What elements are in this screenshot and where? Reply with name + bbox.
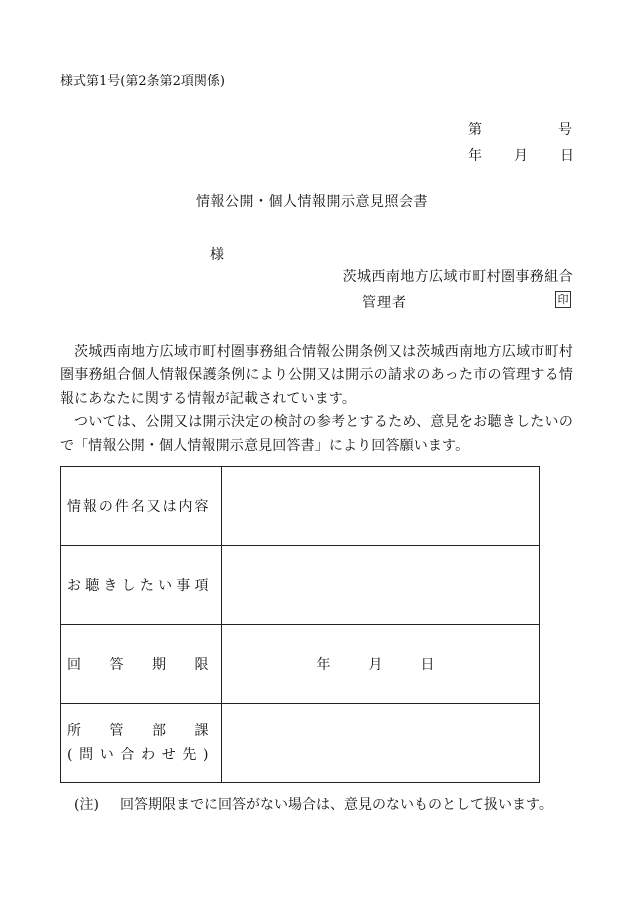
- row-label-subject: 情報の件名又は内容: [67, 499, 209, 515]
- deadline-date: [222, 654, 539, 674]
- body-paragraph-1: 茨城西南地方広域市町村圏事務組合情報公開条例又は茨城西南地方広域市町村圏事務組合個人情報保護条例により公開又は開示の請求のあった市の管理する情報にあなたに関する情報が記載されています。: [60, 344, 573, 407]
- table-row: [61, 704, 540, 783]
- date-day: 日: [560, 148, 574, 164]
- deadline-year: 年: [316, 657, 331, 673]
- table-label-cell: [61, 625, 222, 704]
- row-label-contact: (問い合わせ先): [67, 747, 209, 763]
- footnote-label: (注): [74, 797, 99, 813]
- table-row: [61, 467, 540, 546]
- table-value-cell: [222, 467, 540, 546]
- body-text: [60, 341, 573, 458]
- table-row: [61, 546, 540, 625]
- seal-mark: 印: [555, 291, 571, 308]
- footnote-text: 回答期限までに回答がない場合は、意見のないものとして扱います。: [120, 797, 553, 813]
- deadline-month: 月: [368, 657, 383, 673]
- table-label-cell: [61, 546, 222, 625]
- table-label-cell: [61, 704, 222, 783]
- number-suffix: 号: [558, 122, 572, 138]
- table-value-cell: [222, 704, 540, 783]
- row-label-deadline: 回答期限: [67, 657, 209, 673]
- deadline-day: 日: [420, 657, 435, 673]
- row-label-department: 所管部課: [67, 723, 209, 739]
- table-value-cell: [222, 546, 540, 625]
- date-month: 月: [514, 148, 528, 164]
- recipient-honorific: 様: [210, 247, 224, 263]
- opinion-table: [60, 466, 540, 783]
- row-label-inquiry: お聴きしたい事項: [67, 578, 209, 594]
- date-year: 年: [468, 148, 482, 164]
- table-row: [61, 625, 540, 704]
- sender-manager-label: 管理者: [362, 295, 407, 311]
- table-value-cell: [222, 625, 540, 704]
- number-prefix: 第: [468, 122, 482, 138]
- table-label-cell: [61, 467, 222, 546]
- form-number: 様式第1号(第2条第2項関係): [60, 74, 225, 89]
- sender-organization: 茨城西南地方広域市町村圏事務組合: [342, 269, 573, 285]
- body-paragraph-2: ついては、公開又は開示決定の検討の参考とするため、意見をお聴きしたいので「情報公開・個人情報開示意見回答書」により回答願います。: [60, 414, 573, 454]
- document-title: 情報公開・個人情報開示意見照会書: [196, 194, 428, 210]
